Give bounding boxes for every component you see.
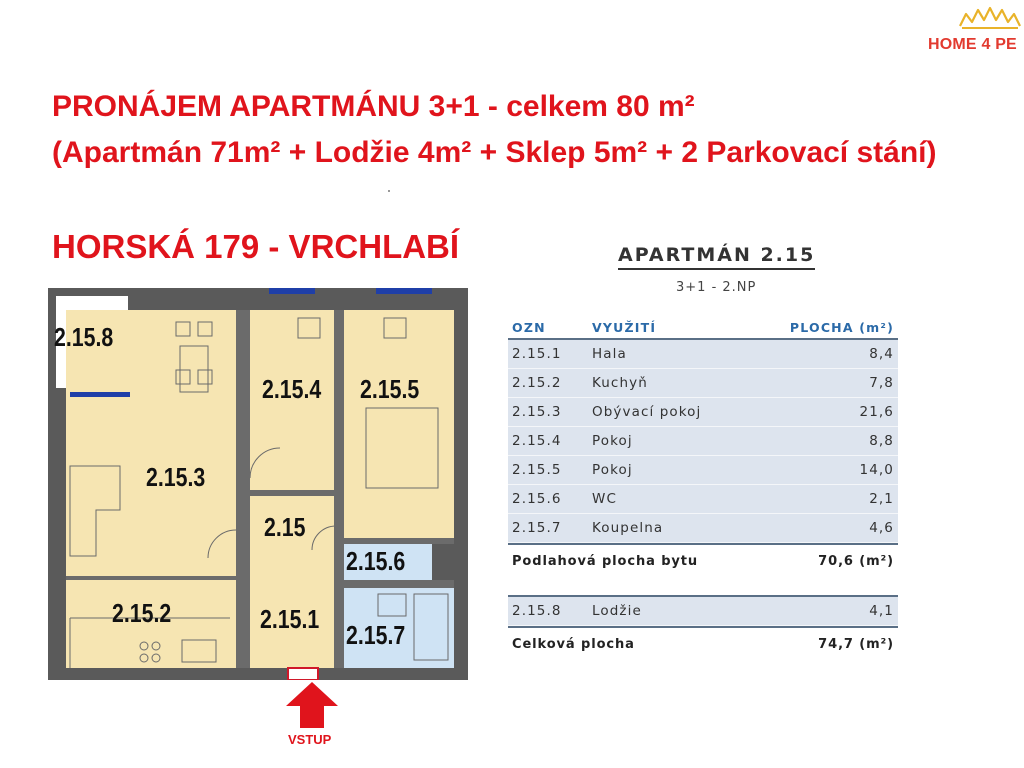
cell-vyuziti: Obývací pokoj [592,404,702,420]
logo-text: HOME 4 PE [928,36,1017,53]
crown-roof-icon [958,6,1022,30]
room-label-2-15-3: 2.15.3 [146,462,206,492]
cell-vyuziti: Pokoj [592,433,633,449]
cell-plocha: 4,6 [869,520,894,536]
table-row [508,398,898,427]
floor-area-value: 70,6 (m²) [818,553,894,569]
room-label-2-15-1: 2.15.1 [260,604,320,634]
floor-area-label: Podlahová plocha bytu [512,553,699,569]
apartment-subtitle: 3+1 - 2.NP [676,280,757,295]
cell-vyuziti: Pokoj [592,462,633,478]
total-area-label: Celková plocha [512,636,635,652]
room-label-2-15-6: 2.15.6 [346,546,406,576]
cell-vyuziti: Koupelna [592,520,664,536]
room-label-2-15-2: 2.15.2 [112,598,172,628]
table-row [508,427,898,456]
entrance-label: VSTUP [288,732,332,747]
floor-area-row [508,543,898,577]
entrance-arrow-icon [284,680,340,730]
total-area-value: 74,7 (m²) [818,636,894,652]
cell-ozn: 2.15.4 [512,433,562,449]
col-header-plocha: PLOCHA (m²) [789,319,894,335]
address-heading: HORSKÁ 179 - VRCHLABÍ [52,228,460,265]
cell-plocha: 8,8 [869,433,894,449]
table-row [508,456,898,485]
table-row [508,340,898,369]
headline-title: PRONÁJEM APARTMÁNU 3+1 - celkem 80 m² [52,90,695,123]
cell-ozn: 2.15.7 [512,520,562,536]
room-label-2-15-5: 2.15.5 [360,374,420,404]
col-header-vyuziti: VYUŽITÍ [592,319,657,335]
stray-dot [388,190,390,192]
home4pe-logo [920,6,1024,54]
headline-breakdown: (Apartmán 71m² + Lodžie 4m² + Sklep 5m² + 2 Parkovací stání) [52,136,937,169]
col-header-ozn: OZN [512,319,546,335]
cell-vyuziti: Lodžie [592,603,642,619]
table-row [508,514,898,543]
cell-vyuziti: Hala [592,346,627,362]
floor-plan [48,288,468,680]
cell-plocha: 14,0 [859,462,894,478]
room-label-2-15-7: 2.15.7 [346,620,406,650]
cell-vyuziti: WC [592,491,617,507]
room-label-2-15: 2.15 [264,512,306,542]
cell-plocha: 21,6 [859,404,894,420]
cell-vyuziti: Kuchyň [592,375,648,391]
table-row [508,485,898,514]
cell-ozn: 2.15.6 [512,491,562,507]
table-row [508,597,898,626]
table-row [508,369,898,398]
area-table [508,316,898,660]
room-label-2-15-4: 2.15.4 [262,374,322,404]
cell-ozn: 2.15.8 [512,603,562,619]
total-area-row [508,626,898,660]
cell-ozn: 2.15.1 [512,346,562,362]
apartment-title: APARTMÁN 2.15 [618,244,815,270]
cell-plocha: 4,1 [869,603,894,619]
cell-plocha: 7,8 [869,375,894,391]
cell-plocha: 8,4 [869,346,894,362]
cell-ozn: 2.15.5 [512,462,562,478]
table-header [508,316,898,340]
room-label-2-15-8: 2.15.8 [54,322,114,352]
cell-ozn: 2.15.2 [512,375,562,391]
cell-plocha: 2,1 [869,491,894,507]
cell-ozn: 2.15.3 [512,404,562,420]
